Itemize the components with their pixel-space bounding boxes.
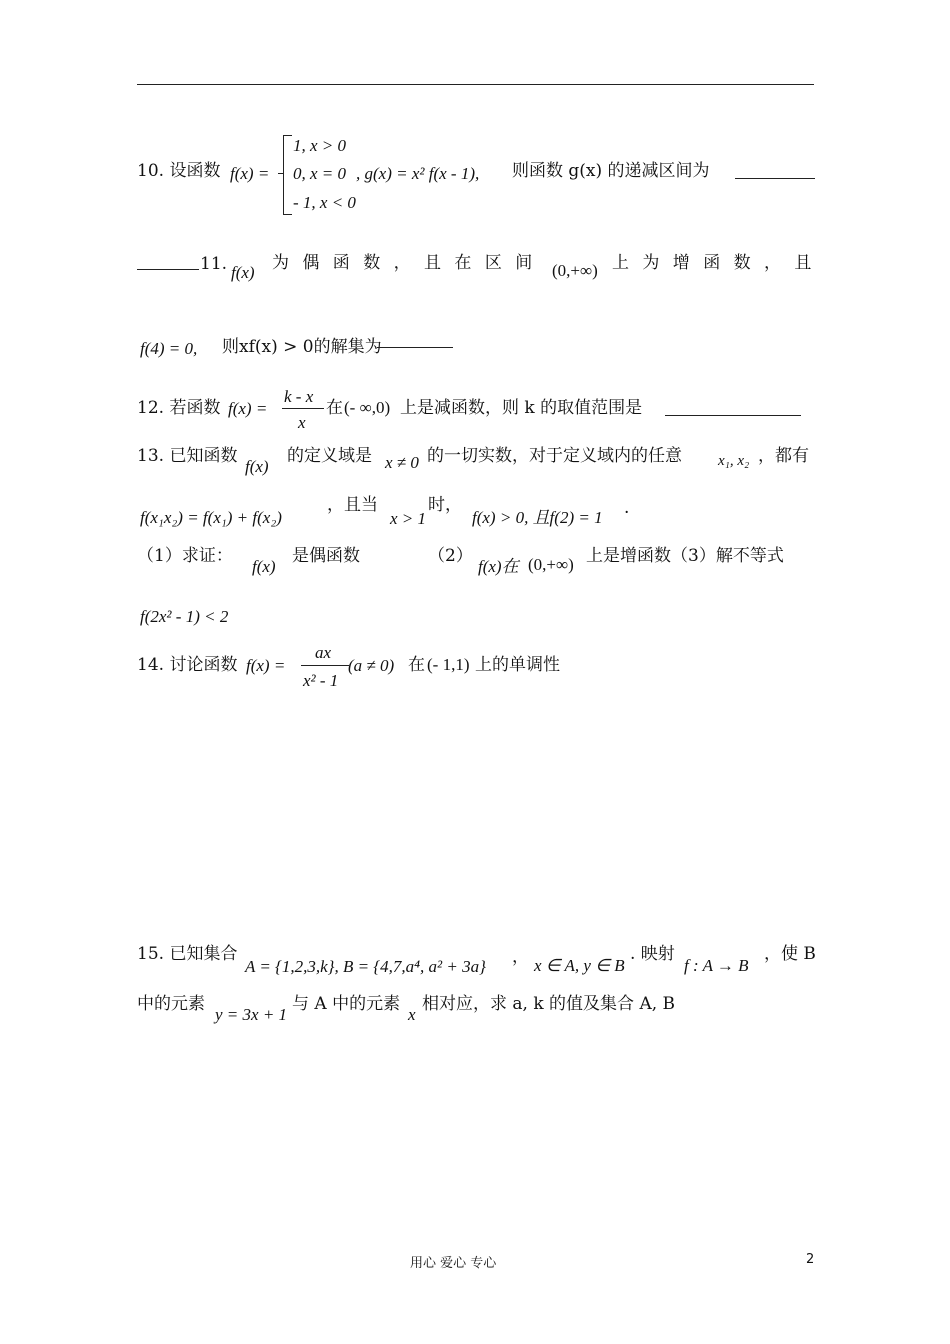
q13-part-1: （1）求证： (137, 546, 233, 566)
q10-brace (283, 135, 292, 215)
q13-part-2-interval: (0,+∞) (528, 555, 574, 574)
q10-g-def: , g(x) = x² f(x - 1), (356, 164, 480, 183)
q13-text-1: 的定义域是 (287, 446, 372, 466)
q13-domain: x ≠ 0 (385, 453, 419, 472)
q10-answer-blank (735, 178, 815, 179)
q10-tail: 则函数 g(x) 的递减区间为 (512, 161, 710, 181)
q13-part-1-tail: 是偶函数 (292, 546, 360, 566)
q14-prefix: 14. 讨论函数 (137, 655, 238, 675)
q13-cond-3: f(x) > 0, 且f(2) = 1 (472, 508, 603, 527)
q11-condition: f(4) = 0, (140, 339, 198, 358)
q14-denominator: x² - 1 (303, 671, 339, 690)
q15-line2-a: 中的元素 (137, 994, 205, 1014)
q13-part-1-fx: f(x) (252, 557, 276, 576)
q11-fx: f(x) (231, 263, 255, 282)
q10-case-3: - 1, x < 0 (293, 193, 356, 212)
q13-text-2: 的一切实数，对于定义域内的任意 (427, 446, 682, 466)
q15-mapping: f : A → B (684, 956, 749, 975)
q12-f-lhs: f(x) = (228, 399, 268, 418)
footer-motto: 用心 爱心 专心 (410, 1256, 497, 1271)
q12-numerator: k - x (284, 387, 314, 406)
q15-y-eq: y = 3x + 1 (215, 1005, 288, 1024)
q11-label: 11. (200, 254, 228, 274)
page-number: 2 (806, 1252, 815, 1267)
q13-functional-eq: f(x₁x₂) = f(x₁) + f(x₂) (140, 508, 282, 527)
q15-x: x (408, 1005, 416, 1024)
q14-fraction-bar (301, 665, 349, 666)
q13-cond-2: x > 1 (390, 509, 427, 528)
q12-tail: 上是减函数，则 k 的取值范围是 (400, 398, 643, 418)
q12-interval: (- ∞,0) (344, 398, 391, 417)
q14-condition: (a ≠ 0) (348, 656, 395, 675)
q10-f-lhs: f(x) = (230, 164, 270, 183)
q13-inequality: f(2x² - 1) < 2 (140, 607, 229, 626)
header-rule (137, 84, 814, 85)
q10-case-2: 0, x = 0 (293, 164, 347, 183)
q13-dot: · (624, 503, 630, 523)
q11-interval: (0,+∞) (552, 261, 598, 280)
q13-part-2-fx: f(x)在 (478, 557, 519, 576)
q15-text-2: ，使 B (764, 944, 816, 964)
q10-prefix: 10. 设函数 (137, 161, 221, 181)
q15-sets: A = {1,2,3,k}, B = {4,7,a⁴, a² + 3a} (245, 957, 486, 976)
q15-line2-c: 相对应，求 a, k 的值及集合 A, B (422, 994, 676, 1014)
q13-part-2: （2） (428, 546, 473, 566)
q14-in: 在 (408, 655, 425, 675)
q11-text-2: 上 为 增 函 数 ， 且 (612, 253, 816, 273)
q14-interval: (- 1,1) (427, 655, 470, 674)
q11-answer-blank (377, 347, 453, 348)
q14-tail: 上的单调性 (475, 655, 560, 675)
q13-vars: x₁, x₂ (718, 453, 750, 469)
q13-prefix: 13. 已知函数 (137, 446, 238, 466)
q10-case-1: 1, x > 0 (293, 136, 347, 155)
q15-line2-b: 与 A 中的元素 (292, 994, 401, 1014)
q15-membership: x ∈ A, y ∈ B (534, 956, 625, 975)
q12-fraction-bar (282, 408, 324, 409)
q13-part-2-tail: 上是增函数（3）解不等式 (586, 546, 784, 566)
q12-denominator: x (298, 413, 306, 432)
q12-in: 在 (326, 398, 343, 418)
q11-question: 则xf(x) > 0的解集为 (222, 337, 382, 357)
q13-text-3: ，都有 (758, 446, 809, 466)
q14-numerator: ax (315, 643, 332, 662)
q15-text-1: . 映射 (630, 944, 675, 964)
q15-comma: ， (512, 947, 529, 967)
q15-prefix: 15. 已知集合 (137, 944, 238, 964)
q11-text-1: 为 偶 函 数 ， 且 在 区 间 (272, 253, 537, 273)
q10-brace-tip (278, 173, 284, 174)
q13-text-5: 时， (428, 495, 462, 515)
q12-prefix: 12. 若函数 (137, 398, 221, 418)
q12-answer-blank (665, 415, 801, 416)
q10-answer-blank-cont (137, 269, 199, 270)
q13-text-4: ，且当 (327, 495, 378, 515)
q13-fx: f(x) (245, 457, 269, 476)
q14-f-lhs: f(x) = (246, 656, 286, 675)
